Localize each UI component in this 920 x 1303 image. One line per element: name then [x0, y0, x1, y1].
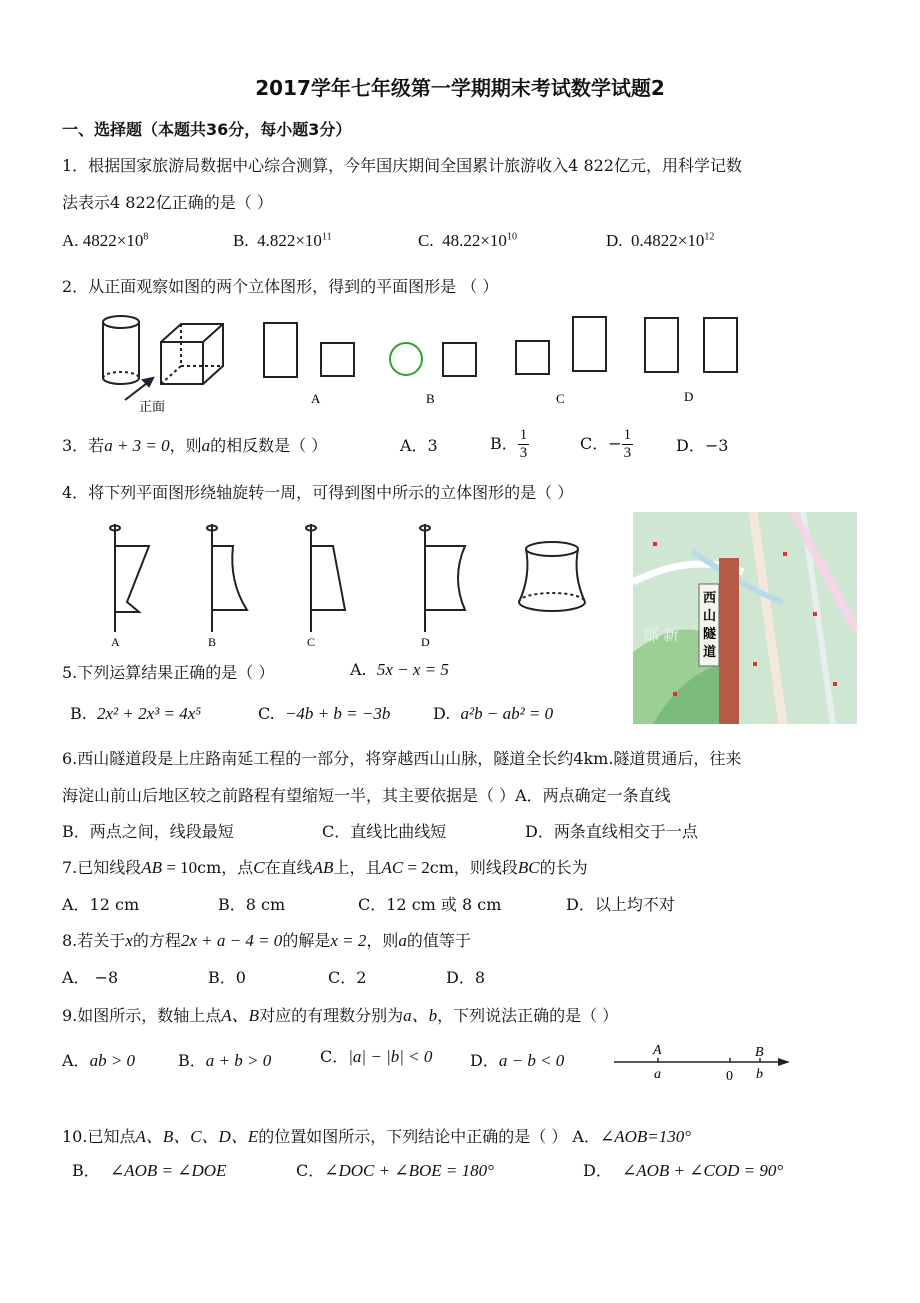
section-heading: 一、选择题（本题共36分，每小题3分）	[62, 120, 352, 139]
q4-option-b-figure	[207, 524, 247, 632]
q1-option-b: B. $4.822\times 10^{11}$	[233, 231, 332, 250]
svg-text:道: 道	[703, 644, 717, 659]
q2-label-c: C	[556, 391, 565, 406]
q6-option-d: D．两条直线相交于一点	[525, 822, 698, 841]
q2-text: 2．从正面观察如图的两个立体图形，得到的平面图形是 （ ）	[62, 277, 499, 296]
q8-text: 8.若关于x的方程2x + a − 4 = 0的解是x = 2，则a的值等于	[62, 931, 471, 950]
q9-option-a: A．ab > 0	[62, 1051, 136, 1070]
q2-label-d: D	[684, 389, 694, 404]
q6-line1: 6.西山隧道段是上庄路南延工程的一部分，将穿越西山山脉，隧道全长约4km.隧道贯通后，往来	[62, 749, 742, 768]
cylinder-shape	[103, 316, 139, 384]
q2-label-b: B	[426, 391, 435, 406]
point-a-label: A	[653, 1043, 662, 1058]
q8-option-a: A． −8	[62, 968, 119, 987]
q10-option-b: B． ∠AOB = ∠DOE	[72, 1161, 227, 1180]
q4-label-a: A	[111, 635, 120, 648]
zero-label: 0	[726, 1069, 733, 1084]
q5-text: 5.下列运算结果正确的是（ ）	[62, 663, 275, 682]
front-arrow	[125, 378, 153, 400]
frustum-solid	[519, 542, 585, 611]
q4-text: 4．将下列平面图形绕轴旋转一周，可得到图中所示的立体图形的是（ ）	[62, 483, 574, 502]
tunnel-route	[719, 558, 739, 724]
q2-figure	[95, 308, 755, 420]
q4-option-d-figure	[420, 524, 465, 632]
q10-option-c: C．∠DOC + ∠BOE = 180°	[296, 1161, 494, 1180]
point-b-label: B	[755, 1045, 764, 1060]
q3-text: 3．若a + 3 = 0，则a的相反数是（ ）	[62, 436, 328, 455]
q3-option-c: C．− $\frac{1}{3}$	[580, 427, 632, 461]
q9-option-d: D．a − b < 0	[470, 1051, 565, 1070]
number-line-arrow	[778, 1058, 790, 1066]
q4-option-a-figure	[110, 524, 149, 632]
q2-option-a-figure	[264, 323, 354, 377]
q8-option-c: C．2	[328, 968, 367, 987]
q2-option-c-figure	[516, 317, 606, 374]
number-line	[610, 1038, 796, 1084]
q7-option-a: A．12 cm	[62, 895, 140, 914]
q1-option-a: A. $4822\times 10^8$	[62, 231, 149, 250]
q1-line2: 法表示4 822亿正确的是（ ）	[62, 193, 273, 212]
q7-option-b: B．8 cm	[218, 895, 286, 914]
cube-shape	[161, 324, 223, 384]
q6-line2: 海淀山前山后地区较之前路程有望缩短一半，其主要依据是（ ）A．两点确定一条直线	[62, 786, 671, 805]
q5-option-a: A. 5x − x = 5	[350, 660, 449, 679]
q9-text: 9.如图所示，数轴上点A、B对应的有理数分别为a、b，下列说法正确的是（ ）	[62, 1006, 619, 1025]
value-b-label: b	[756, 1067, 763, 1082]
q8-option-d: D．8	[446, 968, 486, 987]
q8-option-b: B．0	[208, 968, 246, 987]
q6-option-b: B．两点之间，线段最短	[62, 822, 234, 841]
q1-option-d: D. $0.4822\times 10^{12}$	[606, 231, 715, 250]
tunnel-map	[633, 512, 857, 724]
q3-option-b: B． $\frac{1}{3}$	[490, 427, 528, 461]
q1-option-c: C. $48.22\times 10^{10}$	[418, 231, 517, 250]
q5-option-d: D. a²b − ab² = 0	[433, 704, 554, 723]
q10-text: 10.已知点A、B、C、D、E的位置如图所示，下列结论中正确的是（ ） A．∠AOB=130°	[62, 1127, 692, 1146]
q9-option-b: B．a + b > 0	[178, 1051, 272, 1070]
q1-line1: 1．根据国家旅游局数据中心综合测算，今年国庆期间全国累计旅游收入4 822亿元，用科学记数	[62, 156, 742, 175]
q2-option-d-figure	[645, 318, 737, 372]
svg-text:山: 山	[703, 608, 717, 623]
q5-option-b: B. 2x² + 2x³ = 4x⁵	[70, 704, 202, 723]
svg-text:西: 西	[703, 590, 717, 605]
q4-label-d: D	[421, 635, 430, 648]
q7-text: 7.已知线段AB = 10cm，点C在直线AB上，且AC = 2cm，则线段BC的长为	[62, 858, 588, 877]
q7-option-d: D．以上均不对	[566, 895, 675, 914]
page-title: 2017学年七年级第一学期期末考试数学试题2	[255, 76, 665, 100]
svg-text:部 新: 部 新	[643, 627, 680, 644]
q2-label-a: A	[311, 391, 321, 406]
value-a-label: a	[654, 1067, 661, 1082]
q3-option-a: A．3	[400, 436, 438, 455]
q3-option-d: D．−3	[676, 436, 729, 455]
q5-option-c: C. −4b + b = −3b	[258, 704, 391, 723]
q6-option-c: C．直线比曲线短	[322, 822, 447, 841]
q4-label-b: B	[208, 635, 217, 648]
front-label: 正面	[139, 399, 166, 414]
q4-figure	[95, 514, 615, 648]
svg-text:隧: 隧	[703, 626, 717, 641]
q7-option-c: C．12 cm 或 8 cm	[358, 895, 502, 914]
q9-option-c: C．|a| − |b| < 0	[320, 1047, 433, 1066]
q4-option-c-figure	[306, 524, 345, 632]
q4-label-c: C	[307, 635, 316, 648]
q2-option-b-figure	[390, 343, 476, 376]
q10-option-d: D． ∠AOB + ∠COD = 90°	[583, 1161, 784, 1180]
